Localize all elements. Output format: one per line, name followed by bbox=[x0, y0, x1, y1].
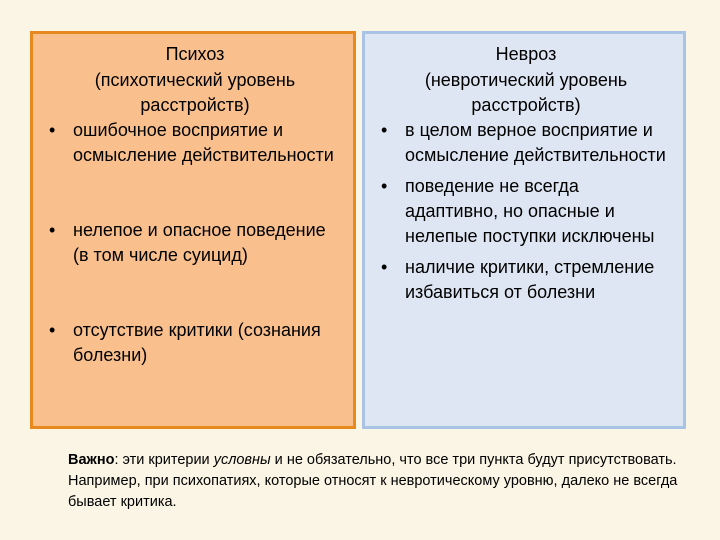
psychosis-criterion bbox=[49, 318, 341, 368]
bullet-icon: • bbox=[49, 120, 56, 140]
note-text-end: и не обязательно, что все три пункта будут присутствовать. Например, при психопатиях, которые относят к невротическому уровню, далеко не всегда бывает критика. bbox=[68, 452, 678, 510]
neurosis-criterion bbox=[381, 118, 671, 168]
psychosis-criterion-text: ошибочное восприятие и осмысление действительности bbox=[73, 120, 334, 165]
psychosis-criterion bbox=[49, 218, 341, 268]
bullet-icon: • bbox=[381, 257, 388, 277]
neurosis-subtitle-line2: расстройств) bbox=[471, 95, 581, 115]
neurosis-panel bbox=[362, 31, 686, 429]
psychosis-criterion-text: нелепое и опасное поведение (в том числе суицид) bbox=[73, 220, 326, 265]
neurosis-criterion bbox=[381, 174, 671, 249]
neurosis-criterion-text: поведение не всегда адаптивно, но опасные и нелепые поступки исключены bbox=[405, 176, 655, 246]
bullet-icon: • bbox=[49, 220, 56, 240]
psychosis-panel bbox=[30, 31, 356, 429]
psychosis-title: Психоз bbox=[165, 44, 225, 64]
psychosis-subtitle-line2: расстройств) bbox=[140, 95, 250, 115]
important-note bbox=[68, 450, 678, 513]
note-text-start: : эти критерии bbox=[114, 452, 214, 468]
neurosis-criterion-text: в целом верное восприятие и осмысление действительности bbox=[405, 120, 666, 165]
neurosis-subtitle-line1: (невротический уровень bbox=[424, 70, 628, 90]
neurosis-criteria-list bbox=[381, 118, 671, 305]
note-emphasis: условны bbox=[213, 452, 271, 468]
bullet-icon: • bbox=[381, 120, 388, 140]
note-label: Важно bbox=[68, 452, 115, 468]
bullet-icon: • bbox=[49, 320, 56, 340]
neurosis-criterion bbox=[381, 255, 671, 305]
bullet-icon: • bbox=[381, 176, 388, 196]
psychosis-subtitle-line1: (психотический уровень bbox=[94, 70, 296, 90]
psychosis-criteria-list bbox=[49, 118, 341, 368]
neurosis-title: Невроз bbox=[495, 44, 557, 64]
psychosis-criterion bbox=[49, 118, 341, 168]
psychosis-criterion-text: отсутствие критики (сознания болезни) bbox=[73, 320, 321, 365]
neurosis-criterion-text: наличие критики, стремление избавиться от болезни bbox=[405, 257, 655, 302]
